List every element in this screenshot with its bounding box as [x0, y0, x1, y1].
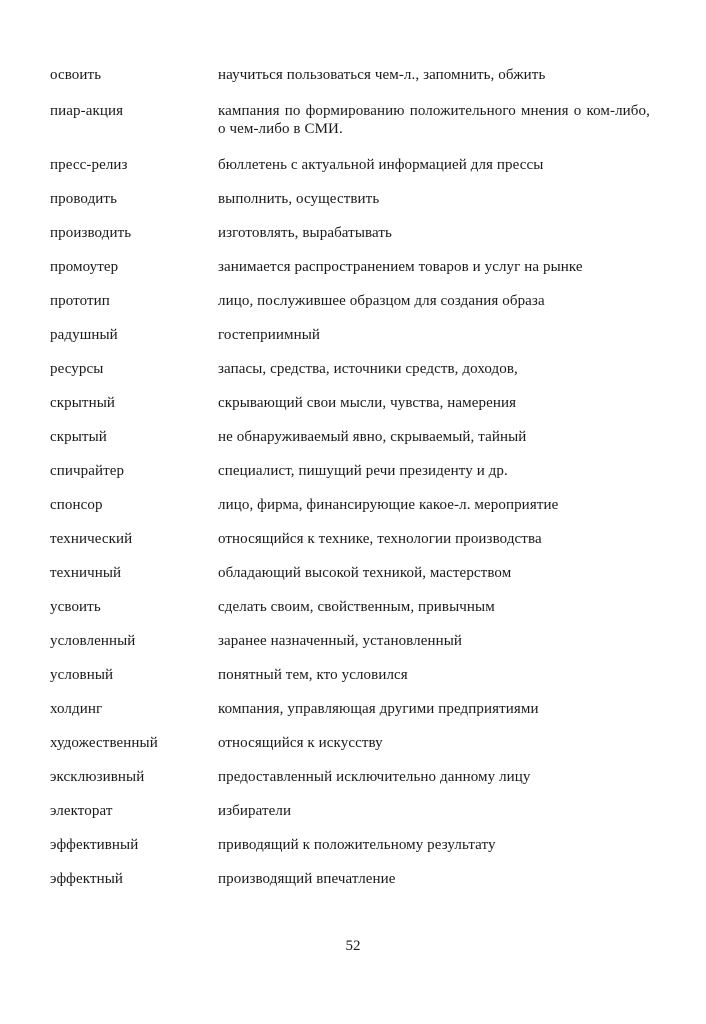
- glossary-term: промоутер: [50, 259, 119, 275]
- glossary-entry: [50, 700, 650, 718]
- glossary-entry: [50, 224, 650, 242]
- glossary-entry: [50, 394, 650, 412]
- glossary-definition: специалист, пишущий речи президенту и др.: [218, 463, 508, 479]
- glossary-entry: [50, 734, 650, 752]
- glossary-definition: занимается распространением товаров и услуг на рынке: [218, 259, 583, 275]
- glossary-term: условленный: [50, 633, 136, 649]
- glossary-entry: [50, 258, 650, 276]
- glossary-entry: [50, 66, 650, 84]
- glossary-list: [50, 66, 650, 888]
- page-number: 52: [345, 938, 361, 954]
- glossary-definition: относящийся к искусству: [218, 735, 383, 751]
- glossary-definition: обладающий высокой техникой, мастерством: [218, 565, 512, 581]
- glossary-term: радушный: [50, 327, 118, 343]
- glossary-term: производить: [50, 225, 132, 241]
- glossary-entry: [50, 326, 650, 344]
- glossary-definition: относящийся к технике, технологии производства: [218, 531, 542, 547]
- glossary-entry: [50, 102, 650, 138]
- glossary-definition: кампания по формированию положительного мнения о ком-либо, о чем-либо в СМИ.: [218, 103, 650, 137]
- glossary-definition: выполнить, осуществить: [218, 191, 380, 207]
- glossary-definition: производящий впечатление: [218, 871, 396, 887]
- glossary-term: холдинг: [50, 701, 103, 717]
- glossary-term: проводить: [50, 191, 118, 207]
- glossary-definition: научиться пользоваться чем-л., запомнить, обжить: [218, 67, 546, 83]
- glossary-entry: [50, 530, 650, 548]
- glossary-term: условный: [50, 667, 114, 683]
- glossary-term: скрытый: [50, 429, 107, 445]
- glossary-term: прототип: [50, 293, 110, 309]
- glossary-entry: [50, 428, 650, 446]
- glossary-definition: сделать своим, свойственным, привычным: [218, 599, 495, 615]
- glossary-definition: не обнаруживаемый явно, скрываемый, тайный: [218, 429, 527, 445]
- glossary-definition: лицо, фирма, финансирующие какое-л. мероприятие: [218, 497, 559, 513]
- glossary-term: художественный: [50, 735, 158, 751]
- glossary-definition: приводящий к положительному результату: [218, 837, 496, 853]
- glossary-term: пресс-релиз: [50, 157, 128, 173]
- glossary-definition: избиратели: [218, 803, 292, 819]
- glossary-term: ресурсы: [50, 361, 104, 377]
- glossary-term: усвоить: [50, 599, 101, 615]
- glossary-entry: [50, 768, 650, 786]
- glossary-term: эксклюзивный: [50, 769, 145, 785]
- glossary-term: технический: [50, 531, 133, 547]
- glossary-entry: [50, 632, 650, 650]
- glossary-entry: [50, 666, 650, 684]
- glossary-definition: заранее назначенный, установленный: [218, 633, 463, 649]
- glossary-entry: [50, 496, 650, 514]
- glossary-term: освоить: [50, 67, 102, 83]
- glossary-definition: бюллетень с актуальной информацией для прессы: [218, 157, 544, 173]
- glossary-entry: [50, 462, 650, 480]
- glossary-definition: предоставленный исключительно данному лицу: [218, 769, 531, 785]
- glossary-definition: гостеприимный: [218, 327, 321, 343]
- glossary-definition: лицо, послужившее образцом для создания образа: [218, 293, 545, 309]
- glossary-entry: [50, 802, 650, 820]
- glossary-entry: [50, 598, 650, 616]
- glossary-definition: запасы, средства, источники средств, доходов,: [218, 361, 518, 377]
- glossary-definition: скрывающий свои мысли, чувства, намерения: [218, 395, 517, 411]
- glossary-term: пиар-акция: [50, 103, 124, 119]
- glossary-term: электорат: [50, 803, 113, 819]
- glossary-term: эффектный: [50, 871, 124, 887]
- glossary-definition: понятный тем, кто условился: [218, 667, 408, 683]
- glossary-term: эффективный: [50, 837, 139, 853]
- glossary-entry: [50, 190, 650, 208]
- glossary-entry: [50, 870, 650, 888]
- glossary-entry: [50, 360, 650, 378]
- glossary-entry: [50, 292, 650, 310]
- glossary-term: техничный: [50, 565, 122, 581]
- glossary-entry: [50, 836, 650, 854]
- glossary-term: скрытный: [50, 395, 116, 411]
- glossary-term: спичрайтер: [50, 463, 125, 479]
- glossary-entry: [50, 156, 650, 174]
- glossary-term: спонсор: [50, 497, 103, 513]
- glossary-definition: компания, управляющая другими предприятиями: [218, 701, 539, 717]
- glossary-entry: [50, 564, 650, 582]
- glossary-definition: изготовлять, вырабатывать: [218, 225, 392, 241]
